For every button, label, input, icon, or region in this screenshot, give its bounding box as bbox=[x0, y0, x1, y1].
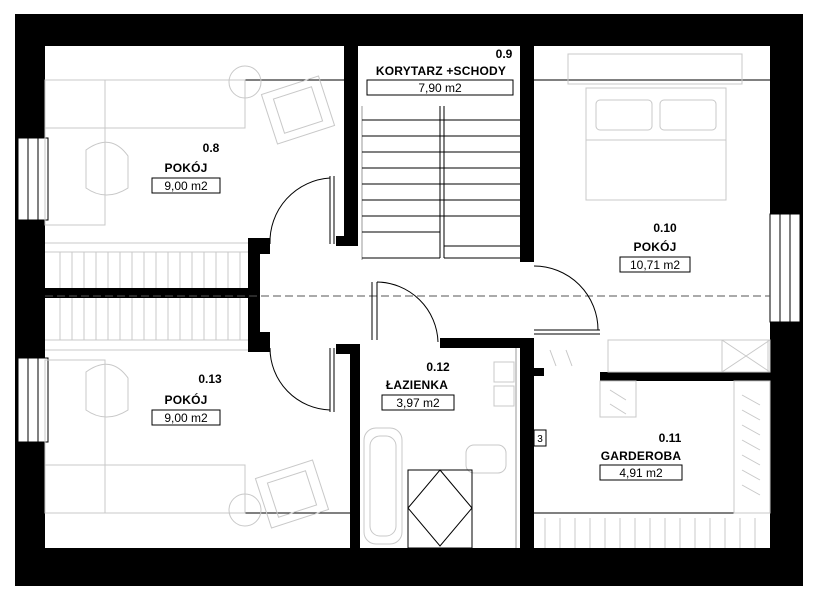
garderoba-hatch bbox=[545, 518, 755, 548]
vent-marker-label: 3 bbox=[537, 434, 543, 445]
room-label-0-13 bbox=[152, 372, 222, 425]
vent-marker bbox=[534, 430, 546, 446]
window-left-bottom bbox=[18, 358, 48, 442]
room-area: 10,71 m2 bbox=[629, 258, 681, 272]
room-number: 0.8 bbox=[202, 141, 220, 155]
room-area: 9,00 m2 bbox=[164, 179, 208, 193]
room-area: 9,00 m2 bbox=[164, 411, 208, 425]
room-name: KORYTARZ +SCHODY bbox=[375, 64, 507, 78]
room-number: 0.11 bbox=[658, 431, 682, 445]
room-label-0-10 bbox=[620, 221, 690, 272]
room-name: POKÓJ bbox=[164, 393, 208, 407]
wardrobe-hatch-top bbox=[60, 252, 240, 288]
room-name: ŁAZIENKA bbox=[385, 378, 449, 392]
roof-hatch bbox=[408, 470, 472, 548]
room-number: 0.9 bbox=[495, 47, 513, 61]
room-area: 4,91 m2 bbox=[619, 466, 663, 480]
room-0-10-furniture bbox=[550, 54, 770, 372]
room-number: 0.12 bbox=[426, 360, 450, 374]
room-area: 3,97 m2 bbox=[396, 396, 440, 410]
window-right bbox=[770, 214, 800, 322]
door-room-0-8[interactable] bbox=[270, 176, 334, 244]
room-number: 0.10 bbox=[653, 221, 677, 235]
wardrobe-hatch-bottom bbox=[60, 298, 240, 340]
door-bathroom[interactable] bbox=[372, 282, 438, 342]
room-area: 7,90 m2 bbox=[418, 81, 462, 95]
room-label-0-9 bbox=[367, 47, 513, 95]
room-name: POKÓJ bbox=[164, 161, 208, 175]
door-room-0-10[interactable] bbox=[534, 266, 600, 334]
room-label-0-12 bbox=[382, 360, 454, 410]
room-name: GARDEROBA bbox=[600, 449, 682, 463]
room-name: POKÓJ bbox=[633, 240, 677, 254]
stairs bbox=[362, 106, 520, 260]
room-0-8-furniture bbox=[45, 66, 335, 288]
window-left-top bbox=[18, 138, 48, 220]
room-label-0-8 bbox=[152, 141, 220, 193]
room-number: 0.13 bbox=[198, 372, 222, 386]
door-room-0-13[interactable] bbox=[270, 348, 334, 412]
room-label-0-11 bbox=[600, 431, 682, 480]
